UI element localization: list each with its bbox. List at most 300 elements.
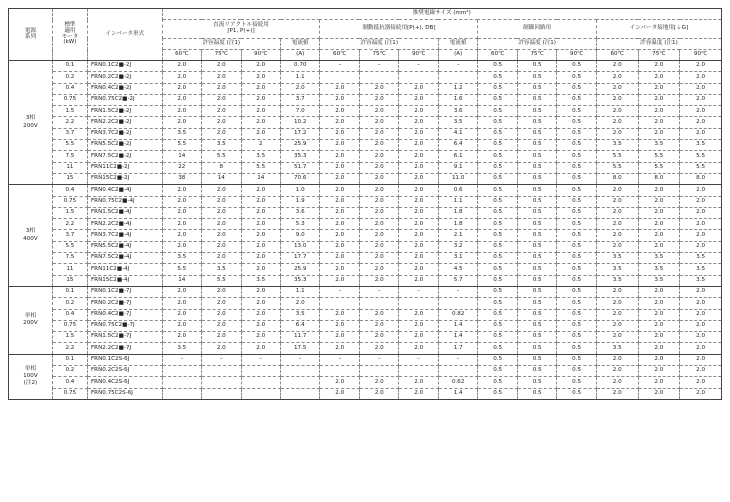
wire-size-cell: 2.0 <box>596 354 638 365</box>
wire-size-cell: 0.5 <box>517 196 556 207</box>
wire-size-cell: 2.0 <box>202 332 241 343</box>
motor-kw-cell: 0.4 <box>52 83 87 94</box>
wire-size-cell: 0.5 <box>557 128 596 139</box>
grounding-group-header: インバータ接地用[⏚G] <box>596 20 721 39</box>
wire-size-cell: 2.0 <box>320 173 359 184</box>
wire-size-cell: 2.0 <box>241 72 280 83</box>
wire-size-cell: 0.5 <box>478 275 517 286</box>
wire-size-cell: 8 <box>202 162 241 173</box>
wire-size-cell: 0.5 <box>478 61 517 72</box>
wire-size-cell: 0.5 <box>478 253 517 264</box>
wire-size-cell: 2.0 <box>162 196 201 207</box>
wire-size-cell: 3.5 <box>638 264 680 275</box>
wire-size-cell: 2.0 <box>680 377 722 388</box>
wire-size-cell: 0.5 <box>478 94 517 105</box>
wire-size-cell: 3.5 <box>680 264 722 275</box>
wire-size-cell: 2.0 <box>320 83 359 94</box>
temp-90-header: 90℃ <box>680 50 722 61</box>
wire-size-cell: 2.0 <box>320 185 359 196</box>
wire-size-cell: 2.0 <box>359 388 398 399</box>
wire-size-cell <box>320 298 359 309</box>
motor-kw-cell: 2.2 <box>52 219 87 230</box>
wire-size-cell: 2.0 <box>638 388 680 399</box>
power-series-cell: 3相 200V <box>9 61 53 185</box>
wire-size-cell: 2.0 <box>202 61 241 72</box>
wire-size-cell: 2.0 <box>320 128 359 139</box>
table-row <box>9 275 722 286</box>
wire-size-cell: – <box>438 61 477 72</box>
inverter-model-cell: FRN15C2■-4J <box>87 275 162 286</box>
wire-size-cell: 2.0 <box>241 106 280 117</box>
motor-kw-cell: 2.2 <box>52 117 87 128</box>
wire-size-cell: 2.0 <box>241 219 280 230</box>
wire-size-cell: 2.0 <box>638 298 680 309</box>
wire-size-cell: 38 <box>162 173 201 184</box>
wire-size-cell: 0.5 <box>557 230 596 241</box>
wire-size-cell: 2.0 <box>638 83 680 94</box>
motor-kw-cell: 0.75 <box>52 388 87 399</box>
wire-size-cell: 2.0 <box>281 83 320 94</box>
wire-size-cell: 2.0 <box>359 343 398 354</box>
wire-size-cell: 2.0 <box>162 106 201 117</box>
wire-size-cell: 0.5 <box>478 173 517 184</box>
wire-size-cell: 0.5 <box>557 366 596 377</box>
wire-size-cell: 0.5 <box>517 298 556 309</box>
wire-size-cell: – <box>438 354 477 365</box>
wire-size-cell: 2.0 <box>162 332 201 343</box>
wire-size-cell: 2.0 <box>359 320 398 331</box>
wire-size-cell: 2.0 <box>162 94 201 105</box>
wire-size-cell: 11.0 <box>438 173 477 184</box>
wire-size-cell: 2.0 <box>202 128 241 139</box>
table-row <box>9 162 722 173</box>
wire-size-cell: 0.5 <box>557 309 596 320</box>
wire-size-cell: 2.0 <box>638 128 680 139</box>
table-row <box>9 196 722 207</box>
wire-size-cell: 2.0 <box>596 286 638 297</box>
wire-size-cell <box>359 298 398 309</box>
motor-kw-cell: 15 <box>52 275 87 286</box>
wire-size-cell <box>241 377 280 388</box>
wire-size-cell: 0.5 <box>517 309 556 320</box>
inverter-model-cell: FRN2.2C2■-4J <box>87 219 162 230</box>
wire-size-cell: 2.0 <box>202 343 241 354</box>
wire-size-cell <box>320 366 359 377</box>
table-row <box>9 173 722 184</box>
motor-kw-cell: 3.7 <box>52 230 87 241</box>
wire-size-cell: 2.0 <box>202 320 241 331</box>
wire-size-cell: 0.5 <box>478 72 517 83</box>
wire-size-cell: 2.0 <box>202 117 241 128</box>
wire-size-cell: 0.5 <box>517 151 556 162</box>
motor-kw-cell: 0.4 <box>52 309 87 320</box>
wire-size-cell: 35.3 <box>281 151 320 162</box>
wire-size-cell: 2.0 <box>320 151 359 162</box>
temp-60-header: 60℃ <box>162 50 201 61</box>
wire-size-cell: 2.0 <box>202 207 241 218</box>
inverter-model-cell: FRN3.7C2■-2J <box>87 128 162 139</box>
wire-size-cell: 4.5 <box>438 264 477 275</box>
wire-size-cell: 17.2 <box>281 128 320 139</box>
wire-size-cell: 0.5 <box>478 196 517 207</box>
wire-size-cell: 2.0 <box>638 219 680 230</box>
wire-size-cell: 3.5 <box>162 253 201 264</box>
wire-size-cell: 2.0 <box>359 196 398 207</box>
wire-size-cell <box>281 366 320 377</box>
wire-size-cell: 0.5 <box>478 286 517 297</box>
table-row <box>9 151 722 162</box>
wire-size-cell <box>399 72 438 83</box>
wire-size-cell: 2.0 <box>162 83 201 94</box>
wire-size-cell: 22 <box>162 162 201 173</box>
wire-size-cell: 2.0 <box>638 377 680 388</box>
wire-size-cell: 2.0 <box>399 332 438 343</box>
power-series-cell: 単相 200V <box>9 286 53 354</box>
wire-size-cell: 3.1 <box>438 253 477 264</box>
wire-size-cell: – <box>399 354 438 365</box>
wire-size-cell: 2.0 <box>680 106 722 117</box>
wire-size-cell <box>438 366 477 377</box>
wire-size-cell: 0.5 <box>557 286 596 297</box>
motor-kw-cell: 0.2 <box>52 298 87 309</box>
wire-size-cell <box>438 72 477 83</box>
wire-size-cell: 5.5 <box>162 264 201 275</box>
table-row <box>9 366 722 377</box>
motor-kw-cell: 11 <box>52 162 87 173</box>
wire-size-cell: 2.0 <box>320 162 359 173</box>
wire-size-cell: 2.0 <box>320 320 359 331</box>
wire-size-cell: 0.5 <box>557 94 596 105</box>
wire-size-cell: 0.5 <box>557 61 596 72</box>
wire-size-cell: 2.0 <box>680 94 722 105</box>
wire-size-cell: 2.0 <box>596 230 638 241</box>
wire-size-cell: 0.5 <box>517 219 556 230</box>
allow-temp-header: 許容温度 (注1) <box>162 39 280 50</box>
wire-size-cell: 2.0 <box>399 309 438 320</box>
temp-60-header: 60℃ <box>596 50 638 61</box>
inverter-model-cell: FRN0.2C2■-2J <box>87 72 162 83</box>
wire-size-cell: 2.0 <box>359 173 398 184</box>
temp-75-header: 75℃ <box>638 50 680 61</box>
wire-size-cell: 2.0 <box>596 72 638 83</box>
wire-size-cell: 2.0 <box>596 196 638 207</box>
wire-size-cell: 0.5 <box>517 185 556 196</box>
wire-size-cell: 2.0 <box>680 72 722 83</box>
wire-size-cell: 2.0 <box>162 230 201 241</box>
wire-size-cell: 3.5 <box>202 264 241 275</box>
unit-amp-header: (A) <box>281 50 320 61</box>
motor-kw-cell: 3.7 <box>52 128 87 139</box>
motor-header: 標準 適用 モータ (kW) <box>52 9 87 61</box>
wire-size-cell: 0.5 <box>557 173 596 184</box>
inverter-model-cell: FRN0.75C2S-6J <box>87 388 162 399</box>
wire-size-cell: 2.0 <box>202 83 241 94</box>
wire-size-cell: 2.0 <box>241 94 280 105</box>
wire-size-cell: 2.0 <box>399 343 438 354</box>
wire-size-cell: 5.5 <box>680 151 722 162</box>
wire-size-cell: 2.0 <box>680 366 722 377</box>
table-row <box>9 94 722 105</box>
wire-size-cell: 5.5 <box>202 275 241 286</box>
wire-size-cell: 2 <box>241 140 280 151</box>
wire-size-cell: 2.0 <box>359 230 398 241</box>
wire-size-cell: 2.0 <box>638 72 680 83</box>
wire-size-cell: 0.70 <box>281 61 320 72</box>
temp-75-header: 75℃ <box>517 50 556 61</box>
wire-size-cell: 1.6 <box>438 94 477 105</box>
wire-size-cell: 2.0 <box>680 128 722 139</box>
wire-size-cell: 0.5 <box>478 377 517 388</box>
wire-size-cell <box>438 298 477 309</box>
wire-size-cell: 0.5 <box>557 343 596 354</box>
wire-size-cell: 2.0 <box>320 230 359 241</box>
wire-size-cell: 0.5 <box>557 151 596 162</box>
wire-size-cell <box>162 388 201 399</box>
inverter-model-cell: FRN3.7C2■-4J <box>87 230 162 241</box>
wire-size-cell: 2.0 <box>320 196 359 207</box>
wire-size-cell: 0.5 <box>557 196 596 207</box>
wire-size-cell: 2.0 <box>399 128 438 139</box>
wire-size-cell: 1.2 <box>438 83 477 94</box>
temp-75-header: 75℃ <box>202 50 241 61</box>
wire-size-cell: 3.5 <box>638 275 680 286</box>
temp-90-header: 90℃ <box>241 50 280 61</box>
motor-kw-cell: 0.75 <box>52 320 87 331</box>
wire-size-cell: 2.0 <box>680 61 722 72</box>
wire-size-cell: 2.0 <box>638 354 680 365</box>
wire-size-cell: 2.0 <box>596 366 638 377</box>
wire-size-cell: 2.0 <box>241 320 280 331</box>
wire-size-cell: 0.5 <box>517 207 556 218</box>
wire-size-cell: 2.0 <box>638 286 680 297</box>
wire-size-cell: 2.0 <box>320 253 359 264</box>
wire-size-cell: 0.5 <box>557 332 596 343</box>
wire-size-cell: 2.0 <box>680 320 722 331</box>
wire-size-cell: 2.0 <box>596 83 638 94</box>
wire-size-cell: 0.5 <box>557 207 596 218</box>
wire-size-cell: 2.0 <box>596 241 638 252</box>
wire-size-cell: 0.5 <box>478 309 517 320</box>
wire-size-cell <box>281 377 320 388</box>
wire-size-cell: 2.0 <box>596 309 638 320</box>
wire-size-cell: 2.0 <box>596 388 638 399</box>
braking-resistor-group-header: 制動抵抗器接続用[P(+), DB] <box>320 20 478 39</box>
wire-size-cell: 0.5 <box>517 343 556 354</box>
wire-size-cell: 2.0 <box>359 309 398 320</box>
wire-size-cell: 0.5 <box>478 83 517 94</box>
wire-size-cell: 14 <box>162 275 201 286</box>
wire-size-cell: 0.5 <box>557 377 596 388</box>
wire-size-cell: 2.0 <box>680 343 722 354</box>
wire-size-cell: 2.0 <box>596 298 638 309</box>
wire-size-cell: 7.0 <box>281 106 320 117</box>
wire-size-cell: 3.5 <box>638 253 680 264</box>
wire-size-cell: 2.0 <box>359 219 398 230</box>
wire-size-cell: – <box>399 286 438 297</box>
wire-size-cell: 2.0 <box>320 309 359 320</box>
wire-size-cell: 0.5 <box>478 106 517 117</box>
wire-size-cell: 5.5 <box>596 162 638 173</box>
motor-kw-cell: 5.5 <box>52 241 87 252</box>
motor-kw-cell: 0.75 <box>52 94 87 105</box>
wire-size-cell: 70.6 <box>281 173 320 184</box>
wire-size-table <box>8 8 722 400</box>
wire-size-cell: 2.0 <box>638 320 680 331</box>
wire-size-cell: 5.5 <box>202 151 241 162</box>
wire-size-cell <box>399 298 438 309</box>
wire-size-cell: 6.4 <box>281 320 320 331</box>
wire-size-cell: 2.0 <box>281 298 320 309</box>
wire-size-cell: 2.0 <box>596 61 638 72</box>
inverter-model-cell: FRN0.4C2■-4J <box>87 185 162 196</box>
wire-size-cell: 0.5 <box>478 185 517 196</box>
table-row <box>9 106 722 117</box>
wire-size-cell: 0.5 <box>478 298 517 309</box>
wire-size-cell: – <box>241 354 280 365</box>
inverter-model-cell: FRN2.2C2■-2J <box>87 117 162 128</box>
wire-size-cell: 2.0 <box>399 264 438 275</box>
wire-size-cell: 2.0 <box>638 185 680 196</box>
wire-size-cell: 2.0 <box>680 230 722 241</box>
motor-kw-cell: 0.1 <box>52 61 87 72</box>
power-series-cell: 3相 400V <box>9 185 53 287</box>
wire-size-cell: – <box>281 354 320 365</box>
wire-size-cell: 0.5 <box>517 320 556 331</box>
wire-size-cell: 2.0 <box>202 298 241 309</box>
wire-size-cell: 0.5 <box>517 264 556 275</box>
wire-size-cell: 2.0 <box>399 377 438 388</box>
wire-size-cell: 2.0 <box>162 117 201 128</box>
temp-90-header: 90℃ <box>557 50 596 61</box>
wire-size-cell: 2.0 <box>202 196 241 207</box>
temp-75-header: 75℃ <box>359 50 398 61</box>
wire-size-cell: 3.2 <box>438 241 477 252</box>
wire-size-cell: 14 <box>202 173 241 184</box>
wire-size-cell: 2.0 <box>680 219 722 230</box>
wire-size-cell: 0.5 <box>557 162 596 173</box>
inverter-model-cell: FRN7.5C2■-2J <box>87 151 162 162</box>
wire-size-cell: 3.5 <box>596 264 638 275</box>
wire-size-cell: 2.0 <box>320 219 359 230</box>
wire-size-cell: 2.0 <box>241 61 280 72</box>
wire-size-cell: 2.0 <box>399 151 438 162</box>
wire-size-cell <box>241 366 280 377</box>
wire-size-cell: – <box>320 61 359 72</box>
wire-size-cell: 2.0 <box>680 354 722 365</box>
wire-size-cell: 0.5 <box>478 140 517 151</box>
inverter-model-cell: FRN0.2C2S-6J <box>87 366 162 377</box>
wire-size-cell: 2.0 <box>596 332 638 343</box>
wire-size-cell: 2.0 <box>359 377 398 388</box>
wire-size-cell: 1.0 <box>281 185 320 196</box>
wire-size-cell <box>320 72 359 83</box>
wire-size-cell: 0.5 <box>557 253 596 264</box>
wire-size-cell: 2.0 <box>596 219 638 230</box>
inverter-model-cell: FRN11C2■-4J <box>87 264 162 275</box>
wire-size-cell: 5.5 <box>241 162 280 173</box>
table-row <box>9 128 722 139</box>
inverter-model-cell: FRN0.1C2S-6J <box>87 354 162 365</box>
wire-size-cell: 2.0 <box>202 241 241 252</box>
wire-size-cell: 14 <box>162 151 201 162</box>
wire-size-cell: 2.0 <box>241 298 280 309</box>
wire-size-cell: 2.0 <box>680 117 722 128</box>
wire-size-cell: 5.5 <box>596 151 638 162</box>
wire-size-cell: 2.1 <box>438 230 477 241</box>
wire-size-cell: 2.0 <box>638 196 680 207</box>
wire-size-cell: 2.0 <box>202 106 241 117</box>
wire-size-cell: 1.4 <box>438 388 477 399</box>
wire-size-cell: 2.0 <box>320 264 359 275</box>
motor-kw-cell: 2.2 <box>52 343 87 354</box>
wire-size-cell: 0.5 <box>557 354 596 365</box>
wire-size-cell: 2.0 <box>638 117 680 128</box>
wire-size-cell: 0.5 <box>478 388 517 399</box>
wire-size-cell: 17.7 <box>281 253 320 264</box>
motor-kw-cell: 0.2 <box>52 366 87 377</box>
wire-size-cell: 2.0 <box>241 196 280 207</box>
wire-size-cell: 2.0 <box>359 241 398 252</box>
wire-size-cell: 2.0 <box>399 320 438 331</box>
wire-size-cell: 0.5 <box>478 230 517 241</box>
table-row <box>9 140 722 151</box>
motor-kw-cell: 5.5 <box>52 140 87 151</box>
wire-size-cell: 51.7 <box>281 162 320 173</box>
table-row <box>9 264 722 275</box>
wire-size-cell: 6.1 <box>438 151 477 162</box>
table-row <box>9 61 722 72</box>
wire-size-cell: 2.0 <box>399 162 438 173</box>
table-row <box>9 72 722 83</box>
wire-size-cell: 2.0 <box>680 298 722 309</box>
wire-size-cell: 0.5 <box>517 332 556 343</box>
wire-size-cell: 0.5 <box>478 219 517 230</box>
temp-90-header: 90℃ <box>399 50 438 61</box>
wire-size-cell: 2.0 <box>162 320 201 331</box>
motor-kw-cell: 0.1 <box>52 286 87 297</box>
wire-size-cell: 2.0 <box>399 275 438 286</box>
inverter-model-cell: FRN0.1C2■-2J <box>87 61 162 72</box>
inverter-model-cell: FRN5.5C2■-2J <box>87 140 162 151</box>
temp-60-header: 60℃ <box>320 50 359 61</box>
power-series-cell: 単相 100V (注2) <box>9 354 53 399</box>
wire-size-cell: 5.5 <box>680 162 722 173</box>
wire-size-cell: 2.0 <box>680 286 722 297</box>
wire-size-cell: 0.5 <box>557 72 596 83</box>
wire-size-cell: 2.0 <box>320 106 359 117</box>
wire-size-cell: 13.0 <box>281 241 320 252</box>
wire-size-cell: 0.5 <box>517 94 556 105</box>
wire-size-cell: 5.5 <box>162 140 201 151</box>
inverter-model-cell: FRN0.75C2■-4J <box>87 196 162 207</box>
table-row <box>9 230 722 241</box>
wire-size-cell: 9.0 <box>281 230 320 241</box>
wire-size-cell: 2.0 <box>359 162 398 173</box>
wire-size-cell: 2.0 <box>399 388 438 399</box>
wire-size-cell: 10.2 <box>281 117 320 128</box>
wire-size-cell: 0.5 <box>557 298 596 309</box>
wire-size-cell: 2.0 <box>359 151 398 162</box>
wire-size-cell: 0.62 <box>438 377 477 388</box>
wire-size-cell: 5.7 <box>438 275 477 286</box>
table-row <box>9 117 722 128</box>
wire-size-cell: 6.4 <box>438 140 477 151</box>
wire-size-cell: 0.5 <box>557 320 596 331</box>
wire-size-cell: 1.7 <box>438 343 477 354</box>
wire-size-cell: 3.5 <box>162 128 201 139</box>
wire-size-cell: 5.3 <box>281 219 320 230</box>
wire-size-cell: 3.5 <box>596 140 638 151</box>
